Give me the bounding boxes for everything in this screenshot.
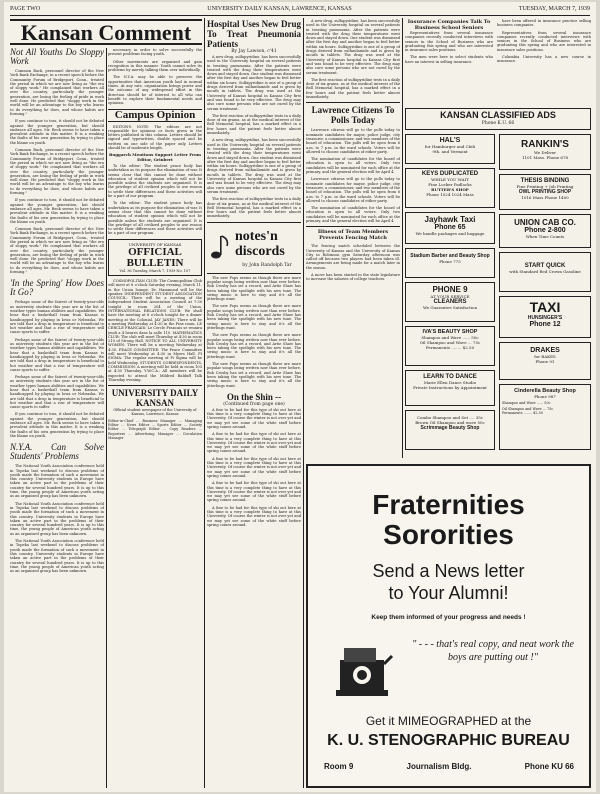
ad-line: for BAKES [534, 354, 556, 359]
article-text: Representatives from several insurance companies recently conducted interviews with seniors in the School of Business who are graduating this spring and who are interested in insurance sales positions. [497, 30, 591, 52]
article-text: Perhaps some of the fairest of twenty-year-olds as university students this year are in the list of weather types human abilities and capabilities. We hear that a basketball team from Kansas is handicapped by playing in Iowa or Nebraska. We are told that a drop in temperature is beneficial to hot weather and that a rise of temperature will cause sports to suffer. [10, 375, 104, 410]
udk-staff: Editor-in-Chief ... Business Manager ... Managing Editor ... News Editor ... Sports Editor ... Society Editor ... Telegraph Editor ... Copy Readers ... Reporters ... Advertising Manager ... Circulation Manager [108, 418, 202, 440]
ad-line: Marie Ellen Dance Studio [423, 380, 477, 385]
ad-line: Combo Shampoo and Set .... 35c [416, 415, 484, 420]
ad-line: for Hamburger and Chili [424, 144, 476, 149]
paper-name: UNIVERSITY DAILY KANSAN, LAWRENCE, KANSAS [207, 6, 352, 12]
ad-contact [324, 762, 574, 771]
ad-line: Oil Shampoo and Wave ... 75c [419, 340, 481, 345]
letter-headline: Buggarch Mentions Support Letter From Editor, Grinbert [108, 152, 202, 162]
ad-line: Fine Locker Padlocks [428, 182, 472, 187]
editors-note: EDITOR'S NOTE: The editors are not responsible for opinions or facts given in the letters published in this column. Letters should be signed and typewritten, double spaced and be written on one side of the paper only. Letters should be of moderate length. [108, 124, 202, 151]
ad-line: We Guarantee Satisfaction [422, 305, 478, 310]
bulletin-meta: Vol. 36 Tuesday, March 7, 1939 No. 107 [119, 268, 191, 273]
notes-byline: by John Randolph Tar [242, 262, 292, 268]
article-text: If you continue to toss, it should not be debated against the younger generation, but should embrace all ages. Mr. Beck seems to have taken a prevalent attitude in this matter. It is a weaking the faults of his own generation by trying to place the blame on youth. [10, 198, 104, 224]
ad-phone: Phone KU 66 [524, 762, 574, 771]
column-5 [405, 19, 493, 109]
article-text: The men were here to select students who have an interest in selling insurance. [405, 55, 493, 64]
ad-room: Room 9 [324, 762, 354, 771]
udk-title: UNIVERSITY DAILY KANSAN [111, 388, 199, 409]
classified-phone: Phone K.U. 66 [481, 121, 515, 126]
ad-line: HUNSINGER'S [527, 315, 563, 321]
ad-sororities: Sororities [383, 519, 514, 550]
column-rule [303, 18, 304, 788]
article-text: If you continue to toss, it should not be debated against the younger generation, but should embrace all ages. Mr. Beck seems to have taken a prevalent attitude in this matter. It is a weaking the faults of his own generation by trying to place the blame on youth. [10, 412, 104, 438]
ad-bureau: K. U. STENOGRAPHIC BUREAU [327, 732, 570, 749]
article-text: If you continue to toss, it should not be debated against the younger generation, but should embrace all ages. Mr. Beck seems to have taken a prevalent attitude in this matter. It is a weaking the faults of his own generation by trying to place the blame on youth. [10, 119, 104, 145]
ad-line: Fine Printing + Job Printing [516, 184, 574, 189]
jayhawk-taxi-ad [405, 212, 495, 244]
masthead [10, 6, 590, 16]
bulletin-text: COSMOPOLITAN CLUB: The Cosmopolitan Club will meet at 8 o'clock Saturday evening, March 11, in the Union lounge. Dr. Hammond will be the speaker. INDEPENDENT STUDENT ASSOCIATION COUNCIL: There will be a meeting of the Independent Student Association Council at 7:30 tonight in room 204 of the Union. INTERNATIONAL RELATIONS CLUB: We shall have the meeting at 8 o'clock tonight for a dinner meeting at the Colonial. JAY JANES: There will be a meeting Wednesday at 4:30 in the Pine room. LE CERCLE FRANCAIS: Le Cercle Francais se reunira jeudi a 4 heures dans la salle 110. MATHEMATICS CLUB: The club will meet Thursday at 4:30 in room 210 of Strong Hall. NOTICE TO ALL UNIVERSITY WOMEN: There will be a meeting Wednesday at 4:30. PEACE COMMITTEE: The Peace Committee will meet Wednesday at 4:30 in Myers Hall. PI SIGMA: The regular meeting of Pi Sigma will be held Wednesday. STUDENTS CORRESPONDENTS, COMMISSION: A meeting will be held in room 103 at 4:30 Thursday. Y.W.C.A.: All members will be expected to attend the Mildred Balduff Talk Thursday evening. [108, 278, 202, 382]
ad-name: HAL'S [439, 137, 461, 144]
ad-line: Brown Oil Shampoo and wave 50c [415, 420, 485, 425]
stadium-barber-ad [405, 248, 495, 278]
article-text: Other movements are organized and gain recognition in this manner. Youth cannot solve its problems by merely talking them over individually. [108, 59, 202, 73]
insurance-headline: Insurance Companies Talk To Business School Seniors [407, 19, 491, 31]
hospital-byline: By Jay Lawson, c'41 [231, 49, 277, 54]
article-text: A new drug, sulfapyridine, has been successfully used in the University hospital on several patients in treating pneumonia. After the patients were treated with the drug their temperatures went down and stayed down. One student was dismissed after the first day and another began to feel better within six hours. Sulfapyridine is one of a group of drugs derived from sulfanilamide and is given by mouth in tablets. The drug was used at the University of Kansas hospital in Kansas City first and was found to be very effective. The drug may also cure some persons who are not cured by the serum treatment. [207, 138, 301, 194]
dance-ad [405, 370, 495, 406]
newspaper-page [4, 2, 596, 792]
article-text: The nomination of candidates for the board of education is open to all voters. Only two candidates will be nominated for each office at the primary, and the general election will be April 4. [306, 157, 400, 175]
udk-staff-box [108, 385, 202, 440]
column-rule [402, 18, 403, 458]
ad-line: OWL PRINTING SHOP [518, 189, 572, 195]
ad-line: Phone 2-800 [524, 227, 566, 234]
ad-fraternities: Fraternities [372, 489, 525, 520]
ad-line: When Time Counts [525, 234, 565, 239]
ad-send-newsletter: Send a News letter [372, 561, 525, 581]
ad-line: Phone 775 [439, 259, 461, 264]
article-text: Common Back, personnel director of the New York Bank Exchange, in a recent speech before the Community Forum of Bridgeport, Conn., treated the period in which we are now living as "the era of sloppy work." He complained that workers all over the country, particularly the younger generation, are losing the feeling of pride in work well done. He predicted that "sloppy work in the world will be an advantage to the boy who learns to do everything he does, and whose habits are forming." [10, 148, 104, 196]
article-text: Perhaps some of the fairest of twenty-year-olds as university students this year are in the list of weather types human abilities and capabilities. We hear that a basketball team from Kansas is handicapped by playing in Iowa or Nebraska. We are told that a drop in temperature is beneficial to hot weather and that a rise of temperature will cause sports to suffer. [10, 337, 104, 372]
fraternity-ad [306, 464, 591, 788]
issue-date: TUESDAY, MARCH 7, 1939 [518, 6, 590, 12]
ad-name: THESIS BINDING [520, 178, 570, 184]
notes-text: The new Pops seems as though there are more popular songs being written now than ever before. Bob Crosby has set a record, and Artie Shaw has been taking the spotlight with his new tune. The swing music is here to stay and it's all the jitterbugs want. [207, 275, 301, 302]
page-number: PAGE TWO [10, 6, 41, 12]
ad-line: Phone 987 [534, 394, 556, 399]
article-text: Representatives from several insurance companies recently conducted interviews with seniors in the School of Business who are graduating this spring and who are interested in insurance sales positions. [405, 31, 493, 53]
ad-name: START QUICK [524, 263, 566, 269]
combo-shampoo-ad [405, 410, 495, 450]
ad-line: 9th. and Vermont [432, 149, 468, 154]
article-text: Common Back, personnel director of the New York Bank Exchange, in a recent speech before the Community Forum of Bridgeport, Conn., treated the period in which we are now living as "the era of sloppy work." He complained that workers all over the country, particularly the younger generation, are losing the feeling of pride in work well done. He predicted that "sloppy work in the world will be an advantage to the boy who learns to do everything he does, and whose habits are forming." [10, 69, 104, 116]
ad-line: 1101 Mass. Phone 678 [521, 155, 569, 160]
mimeograph-machine-icon [334, 634, 394, 702]
headline-spring: 'In the Spring' How Does It Go? [10, 278, 104, 298]
thesis-binding-ad [499, 174, 591, 210]
column-6 [497, 19, 591, 69]
ad-name: TAXI [529, 299, 561, 315]
official-bulletin [108, 239, 202, 276]
notes-discords-header [207, 222, 301, 274]
article-text: have been offered in insurance practice selling business companies. [497, 19, 591, 28]
hals-ad [405, 134, 495, 164]
ad-name: DRAKES [530, 347, 560, 354]
ad-line: Permanents ........ $2.50 [425, 345, 475, 350]
fencing-headline: Illness of Team Members Prevents Fencing Match [306, 226, 400, 241]
shin-headline: On the Shin -- [226, 391, 282, 402]
article-text: necessary in order to solve successfully the present problems facing youth. [108, 48, 202, 57]
ad-quote: " - - - that's real copy, and neat work the boys are putting out !" [412, 639, 574, 663]
ad-line: Permanents ........ $2.50 [502, 411, 543, 415]
ad-line: with Standard Red Crown Gasoline [509, 269, 581, 274]
ad-line: Phone 91 [535, 359, 555, 364]
lawrence-headline: Lawrence Citizens To Polls Today [306, 102, 400, 125]
article-text: Perhaps some of the fairest of twenty-year-olds as university students this year are in the list of weather types human abilities and capabilities. We hear that a basketball team from Kansas is handicapped by playing in Iowa or Nebraska. We are told that a drop in temperature is beneficial to hot weather and that a rise of temperature will cause sports to suffer. [10, 300, 104, 335]
article-text: The National Youth Association conference held in Topeka last weekend to discuss problems of youth made the formation of such a movement in this country. University students in Europe have taken an active part in the problems of their country for several hundred years. It is up to this time, the young people of American youth acting as an organized group has been unknown. [10, 501, 104, 536]
headline-youths: Not All Youths Do Sloppy Work [10, 48, 104, 66]
campus-opinion-title: Campus Opinion [114, 108, 196, 121]
notes-text: The new Pops seems as though there are more popular songs being written now than ever before. Bob Crosby has set a record, and Artie Shaw has been taking the spotlight with his new tune. The swing music is here to stay and it's all the jitterbugs want. [207, 362, 301, 388]
ad-name: Cinderella Beauty Shop [514, 388, 576, 394]
taxi-ad [499, 296, 591, 338]
headline-nya: N.Y.A. Can Solve Students' Problems [10, 442, 104, 462]
ad-line: Private Instructions by Appointment [413, 385, 487, 390]
shin-text: A fine to be had for this type of ski out here at this time is a very complete thing to have at this University. Of course the winter is not over yet and we may yet see some of the white stuff before spring comes around. [207, 505, 301, 527]
ad-line: Shampoo and Wave ...... 50c [502, 401, 551, 405]
ad-keep-informed: Keep them informed of your progress and needs ! [371, 614, 526, 621]
column-2 [108, 48, 202, 788]
shin-text: A fine to be had for this type of ski out here at this time is a very complete thing to have at this University. Of course the winter is not over yet and we may yet see some of the white stuff before spring comes around. [207, 481, 301, 503]
ad-line: Phone 1024 1024 Mass [426, 192, 474, 197]
ad-line: AT YOUR SERVICE [430, 294, 470, 299]
article-text: Columbia University has a new course in insurance. [497, 55, 591, 64]
ad-line: RUTTER'S SHOP [431, 187, 469, 192]
article-text: Lawrence citizens will go to the polls today to nominate candidates for mayor, police judge, city treasurer, a commissioner, and two members of the board of education. The polls will be open from 6 a.m. to 7 p.m. in the ward schools. Voters will be allowed to choose candidates of either party. [306, 128, 400, 154]
cleaners-ad [405, 282, 495, 322]
article-text: The N.Y.A. may be able to preserve the opportunities that American youth had in normal times. At any rate, organization brings power and the outcome of any widespread effort in this direction should be of interest to all who can benefit to explore their fundamental needs and opinions. [108, 75, 202, 106]
ad-name: Stadium Barber and Beauty Shop [410, 253, 490, 259]
article-text: Lawrence citizens will go to the polls today to nominate candidates for mayor, police judge, city treasurer, a commissioner, and two members of the board of education. The polls will be open from 6 a.m. to 7 p.m. in the ward schools. Voters will be allowed to choose candidates of either party. [306, 177, 400, 203]
bulletin-title: OFFICIAL BULLETIN [126, 245, 184, 269]
bulletin-university: UNIVERSITY OF KANSAS [128, 241, 182, 247]
keys-ad [405, 168, 495, 208]
classified-header [405, 108, 591, 130]
article-text: A move has been started in the state legislature to increase the salaries of college teachers. [306, 273, 400, 282]
ad-alumni: to Your Alumni! [388, 583, 509, 603]
notes-title: notes'n discords [235, 228, 285, 259]
ad-name: RANKIN'S [521, 139, 569, 150]
notes-text: The new Pops seems as though there are more popular songs being written now than ever before. Bob Crosby has set a record, and Artie Shaw has been taking the spotlight with his new tune. The swing music is here to stay and it's all the jitterbugs want. [207, 333, 301, 359]
ad-name: PHONE 9 [432, 285, 468, 294]
column-1 [10, 48, 104, 788]
cinderella-ad [499, 384, 591, 450]
ad-line: We Deliver [533, 150, 557, 155]
notes-text: The new Pops seems as though there are more popular songs being written now than ever before. Bob Crosby has set a record, and Artie Shaw has been taking the spotlight with his new tune. The swing music is here to stay and it's all the jitterbugs want. [207, 304, 301, 330]
ivas-beauty-ad [405, 326, 495, 366]
classified-left [405, 134, 495, 459]
campus-opinion-header [108, 109, 202, 122]
letter-text: To the editor: The student peace body has undertaken as its purpose the elimination of war. It seems clear that this cannot be done without education of student opinion which will not be possible unless the students are organized. It is the privilege of all civilized peoples to use reason to settle their differences and these activities will be a part of our program. [108, 163, 202, 199]
article-text: The nomination of candidates for the board of education is open to all voters. Only two candidates will be nominated for each office at the primary, and the general election will be April 4. [306, 206, 400, 223]
column-3 [207, 19, 301, 789]
drakes-ad [499, 342, 591, 380]
ad-building: Journalism Bldg. [406, 762, 472, 771]
article-text: Common Back, personnel director of the New York Bank Exchange, in a recent speech before the Community Forum of Bridgeport, Conn., treated the period in which we are now living as "the era of sloppy work." He complained that workers all over the country, particularly the younger generation, are losing the feeling of pride in work well done. He predicted that "sloppy work in the world will be an advantage to the boy who learns to do everything he does, and whose habits are forming." [10, 227, 104, 275]
column-rule [106, 48, 107, 788]
column-rule [204, 18, 205, 788]
shin-text: A fine to be had for this type of ski out here at this time is a very complete thing to have at this University. Of course the winter is not over yet and we may yet see some of the white stuff before spring comes around. [207, 407, 301, 429]
article-text: A new drug, sulfapyridine, has been successfully used in the University hospital on several patients in treating pneumonia. After the patients were treated with the drug their temperatures went down and stayed down. One student was dismissed after the first day and another began to feel better within six hours. Sulfapyridine is one of a group of drugs derived from sulfanilamide and is given by mouth in tablets. The drug was used at the University of Kansas hospital in Kansas City first and was found to be very effective. The drug may also cure some persons who are not cured by the serum treatment. [207, 55, 301, 111]
ad-line: We handle packages and baggage [415, 231, 485, 236]
union-cab-ad [499, 214, 591, 248]
article-text: The first reaction of sulfapyridine tests in a daily dose of six grams, as at the medical interest of the Bell Memorial hospital, has a marked effect in a few hours and the patient feels better almost immediately. [306, 77, 400, 100]
column-4 [306, 19, 400, 459]
kansan-comment-header [10, 19, 202, 45]
music-note-icon [209, 233, 231, 261]
ad-name: Jayhawk Taxi [424, 215, 476, 224]
ad-name: LEARN TO DANCE [423, 374, 477, 380]
hospital-headline: Hospital Uses New Drug To Treat Pneumonia Patients [207, 19, 301, 49]
ad-name: KEYS DUPLICATED [421, 171, 479, 177]
ad-name: UNION CAB CO. [514, 218, 576, 227]
article-text: The first reaction of sulfapyridine tests in a daily dose of six grams, as at the medical interest of the Bell Memorial hospital, has a marked effect in a few hours and the patient feels better almost immediately. [207, 113, 301, 136]
letter-text: To the editor: The student peace body has undertaken as its purpose the elimination of war. It seems clear that this cannot be done without education of student opinion which will not be possible unless the students are organized. It is the privilege of all civilized peoples to use reason to settle their differences and these activities will be a part of our program. [108, 201, 202, 236]
ad-line: WHILE YOU WAIT [431, 177, 469, 182]
article-text: A new drug, sulfapyridine, has been successfully used in the University hospital on several patients in treating pneumonia. After the patients were treated with the drug their temperatures went down and stayed down. One student was dismissed after the first day and another began to feel better within six hours. Sulfapyridine is one of a group of drugs derived from sulfanilamide and is given by mouth in tablets. The drug was used at the University of Kansas hospital in Kansas City first and was found to be very effective. The drug may also cure some persons who are not cured by the serum treatment. [306, 19, 400, 75]
shin-text: A fine to be had for this type of ski out here at this time is a very complete thing to have at this University. Of course the winter is not over yet and we may yet see some of the white stuff before spring comes around. [207, 456, 301, 478]
ad-line: CLEANERS [433, 299, 467, 305]
ad-mimeographed: Get it MIMEOGRAPHED at the [365, 714, 532, 728]
shin-text: A fine to be had for this type of ski out here at this time is a very complete thing to have at this University. Of course the winter is not over yet and we may yet see some of the white stuff before spring comes around. [207, 432, 301, 454]
udk-subtitle: Official student newspaper of the University of Kansas, Lawrence, Kansas [113, 408, 197, 417]
article-text: The first reaction of sulfapyridine tests in a daily dose of six grams, as at the medical interest of the Bell Memorial hospital, has a marked effect in a few hours and the patient feels better almost immediately. [207, 197, 301, 219]
rankins-ad [499, 134, 591, 170]
ad-line: Phone 65 [434, 224, 466, 231]
article-text: The National Youth Association conference held in Topeka last weekend to discuss problems of youth made the formation of such a movement in this country. University students in Europe have taken an active part in the problems of their country for several hundred years. It is up to this time, the young people of American youth acting as an organized group has been unknown. [10, 539, 104, 574]
classified-right [499, 134, 591, 459]
ad-line: Oil Shampoo and Wave ... 75c [502, 407, 554, 411]
ad-name: IVA'S BEAUTY SHOP [422, 329, 478, 335]
shin-sub: (Continued from page one) [223, 401, 285, 407]
article-text: The fencing match scheduled between the University of Kansas and the University of Kansas City in Robinson gym Saturday afternoon was called off because two players had been taken ill. Arrangements are being made for a match later in the season. [306, 244, 400, 270]
ad-line: Phone 12 [529, 321, 561, 328]
article-text: The National Youth Association conference held in Topeka last weekend to discuss problems of youth made the formation of such a movement in this country. University students in Europe have taken an active part in the problems of their country for several hundred years. It is up to this time, the young people of American youth acting as an organized group has been unknown. [10, 464, 104, 499]
section-title: Kansan Comment [20, 20, 192, 45]
classified-title: KANSAN CLASSIFIED ADS [440, 110, 556, 120]
ad-line: 1016 Mass Phone 1400 [521, 195, 569, 200]
gasoline-ad [499, 252, 591, 292]
ad-line: Shampoo and Wave ...... 50c [421, 335, 479, 340]
ad-line: Scrimmage Beauty Shop [420, 425, 480, 431]
